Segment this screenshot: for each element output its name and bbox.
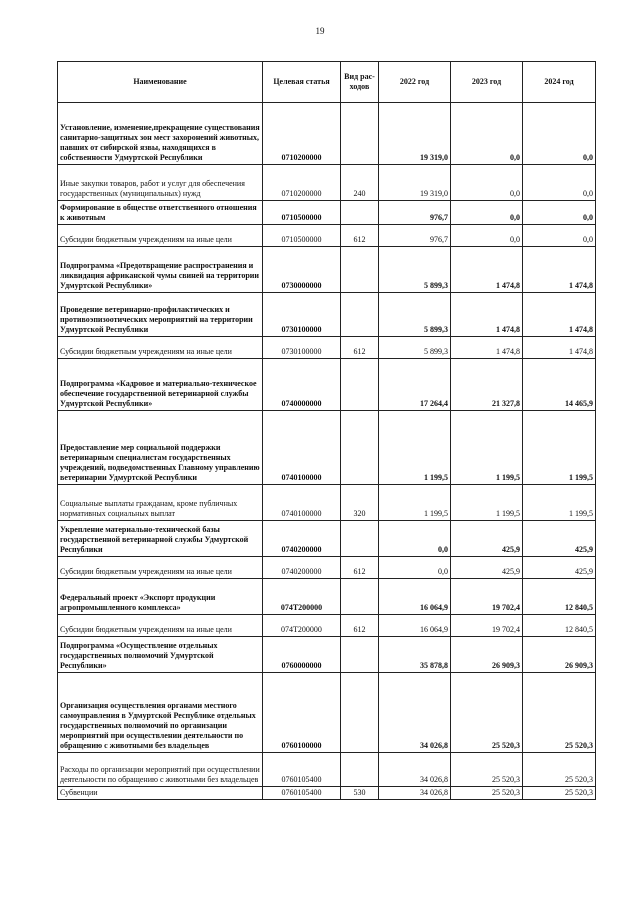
cell-name: Подпрограмма «Осуществление отдельных государственных полномочий Удмуртской Республики»	[58, 637, 263, 673]
header-2024: 2024 год	[523, 62, 596, 103]
cell-code: 0730100000	[263, 337, 341, 359]
cell-code: 0730000000	[263, 247, 341, 293]
table-row	[58, 485, 596, 521]
cell-2023: 1 474,8	[451, 337, 523, 359]
cell-2024: 26 909,3	[523, 637, 596, 673]
table-row	[58, 337, 596, 359]
cell-name: Субсидии бюджетным учреждениям на иные цели	[58, 337, 263, 359]
cell-2023: 1 199,5	[451, 485, 523, 521]
cell-expense-type: 612	[341, 337, 379, 359]
cell-2022: 0,0	[379, 557, 451, 579]
cell-2024: 25 520,3	[523, 673, 596, 753]
cell-name: Иные закупки товаров, работ и услуг для обеспечения государственных (муниципальных) нужд	[58, 165, 263, 201]
table-row	[58, 787, 596, 800]
cell-2024: 25 520,3	[523, 753, 596, 787]
cell-name: Подпрограмма «Кадровое и материально-техническое обеспечение государственной ветеринарной службы Удмуртской Республики»	[58, 359, 263, 411]
cell-2022: 16 064,9	[379, 579, 451, 615]
table-row	[58, 557, 596, 579]
cell-2022: 976,7	[379, 201, 451, 225]
cell-expense-type: 240	[341, 165, 379, 201]
cell-2023: 1 474,8	[451, 247, 523, 293]
cell-2022: 0,0	[379, 521, 451, 557]
table-header-row	[58, 62, 596, 103]
header-2022: 2022 год	[379, 62, 451, 103]
table-row	[58, 637, 596, 673]
cell-code: 074T200000	[263, 615, 341, 637]
cell-2024: 1 474,8	[523, 337, 596, 359]
cell-code: 0760100000	[263, 673, 341, 753]
table-row	[58, 673, 596, 753]
cell-2022: 35 878,8	[379, 637, 451, 673]
cell-expense-type: 530	[341, 787, 379, 800]
cell-2024: 425,9	[523, 557, 596, 579]
cell-code: 0710500000	[263, 201, 341, 225]
cell-2024: 14 465,9	[523, 359, 596, 411]
cell-2023: 21 327,8	[451, 359, 523, 411]
cell-2024: 0,0	[523, 165, 596, 201]
cell-name: Установление, изменение,прекращение существования санитарно-защитных зон мест захоронений животных, павших от сибирской язвы, находящихся в собственности Удмуртской Республики	[58, 103, 263, 165]
cell-expense-type	[341, 359, 379, 411]
cell-2023: 425,9	[451, 521, 523, 557]
cell-name: Формирование в обществе ответственного отношения к животным	[58, 201, 263, 225]
header-name: Наименование	[58, 62, 263, 103]
table-row	[58, 359, 596, 411]
cell-code: 0710200000	[263, 165, 341, 201]
cell-name: Федеральный проект «Экспорт продукции агропромышленного комплекса»	[58, 579, 263, 615]
cell-name: Субсидии бюджетным учреждениям на иные цели	[58, 557, 263, 579]
header-2023: 2023 год	[451, 62, 523, 103]
cell-name: Субсидии бюджетным учреждениям на иные цели	[58, 615, 263, 637]
cell-2022: 34 026,8	[379, 673, 451, 753]
header-code: Целевая статья	[263, 62, 341, 103]
cell-2022: 16 064,9	[379, 615, 451, 637]
cell-2024: 12 840,5	[523, 615, 596, 637]
cell-code: 0740000000	[263, 359, 341, 411]
cell-2022: 5 899,3	[379, 293, 451, 337]
cell-2022: 34 026,8	[379, 753, 451, 787]
table-row	[58, 225, 596, 247]
cell-expense-type: 612	[341, 615, 379, 637]
cell-code: 0740100000	[263, 411, 341, 485]
cell-name: Расходы по организации мероприятий при осуществлении деятельности по обращению с животными без владельцев	[58, 753, 263, 787]
cell-2022: 5 899,3	[379, 247, 451, 293]
cell-expense-type: 320	[341, 485, 379, 521]
cell-expense-type	[341, 247, 379, 293]
cell-2022: 19 319,0	[379, 103, 451, 165]
cell-2022: 1 199,5	[379, 411, 451, 485]
cell-name: Субвенции	[58, 787, 263, 800]
cell-2023: 19 702,4	[451, 615, 523, 637]
cell-code: 074T200000	[263, 579, 341, 615]
table-row	[58, 293, 596, 337]
cell-2024: 1 474,8	[523, 293, 596, 337]
cell-expense-type: 612	[341, 557, 379, 579]
header-expense-type: Вид рас-ходов	[341, 62, 379, 103]
cell-name: Социальные выплаты гражданам, кроме публичных нормативных социальных выплат	[58, 485, 263, 521]
cell-code: 0760105400	[263, 753, 341, 787]
cell-2024: 425,9	[523, 521, 596, 557]
cell-2023: 25 520,3	[451, 673, 523, 753]
cell-name: Субсидии бюджетным учреждениям на иные цели	[58, 225, 263, 247]
cell-2023: 0,0	[451, 165, 523, 201]
table-row	[58, 753, 596, 787]
cell-name: Подпрограмма «Предотвращение распространения и ликвидация африканской чумы свиней на территории Удмуртской Республики»	[58, 247, 263, 293]
table-row	[58, 201, 596, 225]
cell-expense-type: 612	[341, 225, 379, 247]
cell-expense-type	[341, 521, 379, 557]
cell-code: 0740200000	[263, 557, 341, 579]
cell-expense-type	[341, 103, 379, 165]
cell-2023: 425,9	[451, 557, 523, 579]
cell-2023: 1 474,8	[451, 293, 523, 337]
cell-2022: 17 264,4	[379, 359, 451, 411]
cell-2023: 0,0	[451, 103, 523, 165]
cell-2022: 1 199,5	[379, 485, 451, 521]
cell-2022: 976,7	[379, 225, 451, 247]
cell-name: Организация осуществления органами местного самоуправления в Удмуртской Республике отдельных государственных полномочий по организации мероприятий при осуществлении деятельности по обращению с животными без владельцев	[58, 673, 263, 753]
table-row	[58, 247, 596, 293]
cell-expense-type	[341, 637, 379, 673]
cell-code: 0740100000	[263, 485, 341, 521]
cell-code: 0730100000	[263, 293, 341, 337]
cell-2024: 0,0	[523, 225, 596, 247]
cell-2024: 0,0	[523, 103, 596, 165]
cell-code: 0740200000	[263, 521, 341, 557]
cell-code: 0760105400	[263, 787, 341, 800]
cell-2024: 0,0	[523, 201, 596, 225]
cell-2022: 5 899,3	[379, 337, 451, 359]
table-row	[58, 165, 596, 201]
cell-2023: 19 702,4	[451, 579, 523, 615]
table-row	[58, 579, 596, 615]
cell-name: Проведение ветеринарно-профилактических и противоэпизоотических мероприятий на территории Удмуртской Республики	[58, 293, 263, 337]
cell-2023: 26 909,3	[451, 637, 523, 673]
budget-table	[57, 61, 596, 800]
cell-2023: 25 520,3	[451, 753, 523, 787]
cell-expense-type	[341, 201, 379, 225]
cell-expense-type	[341, 293, 379, 337]
table-row	[58, 615, 596, 637]
table-row	[58, 521, 596, 557]
cell-2024: 12 840,5	[523, 579, 596, 615]
cell-2023: 1 199,5	[451, 411, 523, 485]
cell-2023: 25 520,3	[451, 787, 523, 800]
cell-2022: 34 026,8	[379, 787, 451, 800]
table-row	[58, 411, 596, 485]
cell-name: Предоставление мер социальной поддержки ветеринарным специалистам государственных учреждений, подведомственных Главному управлению ветеринарии Удмуртской Республики	[58, 411, 263, 485]
cell-expense-type	[341, 411, 379, 485]
cell-2022: 19 319,0	[379, 165, 451, 201]
cell-code: 0760000000	[263, 637, 341, 673]
cell-code: 0710200000	[263, 103, 341, 165]
cell-2024: 1 199,5	[523, 411, 596, 485]
cell-name: Укрепление материально-технической базы государственной ветеринарной службы Удмуртской Республики	[58, 521, 263, 557]
cell-expense-type	[341, 673, 379, 753]
cell-expense-type	[341, 579, 379, 615]
cell-code: 0710500000	[263, 225, 341, 247]
table-row	[58, 103, 596, 165]
cell-2023: 0,0	[451, 201, 523, 225]
cell-2024: 1 199,5	[523, 485, 596, 521]
cell-2024: 25 520,3	[523, 787, 596, 800]
cell-expense-type	[341, 753, 379, 787]
cell-2024: 1 474,8	[523, 247, 596, 293]
page-number: 19	[315, 26, 325, 36]
cell-2023: 0,0	[451, 225, 523, 247]
